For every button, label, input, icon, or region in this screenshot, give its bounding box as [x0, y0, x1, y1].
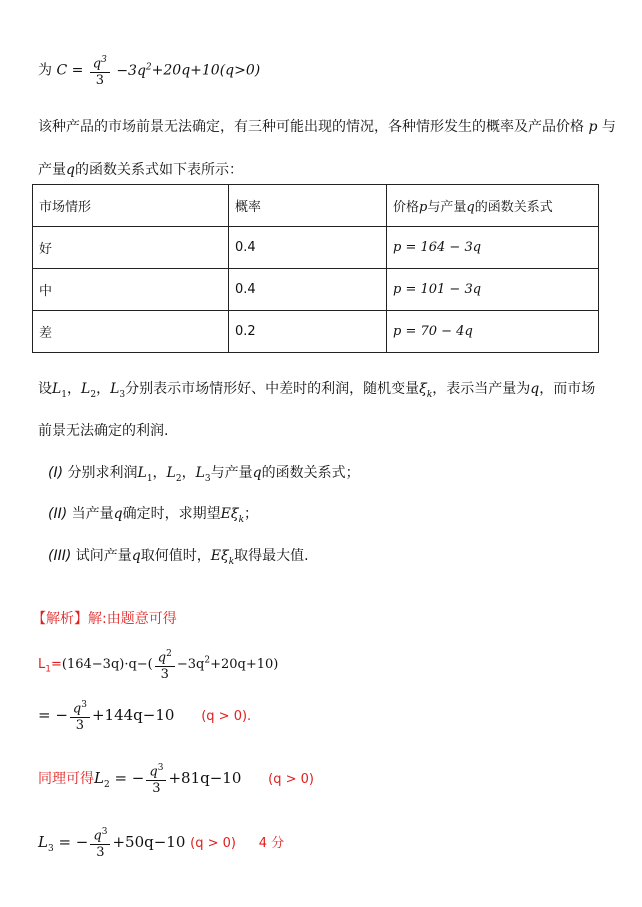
intro-text-3a: 产量 — [38, 162, 66, 178]
table-row — [33, 269, 599, 311]
solution-heading — [32, 608, 177, 628]
desc-line-2: 前景无法确定的利润. — [38, 423, 169, 439]
intro-line-2 — [38, 116, 616, 136]
table-row — [33, 227, 599, 269]
table-row — [33, 311, 599, 353]
solution-l1-line: $L_1=(164-3q)\cdot q-$( $\frac{q^2}{3}$ $-3q^2+20q+10$) — [38, 646, 278, 683]
row-prob: 0.2 — [229, 311, 387, 353]
header-situation: 市场情形 — [33, 185, 229, 227]
solution-l3-line: $L_3$ = − $\frac{q^3}{3}$ +50q−10 (q > 0) 4 分 — [38, 824, 284, 861]
cost-frac-num: q — [92, 56, 102, 72]
l1b-fraction: $\frac{q^3}{3}$ — [70, 697, 90, 734]
cost-prefix: 为 — [38, 62, 52, 79]
row-situation: 好 — [33, 227, 229, 269]
cost-formula-line — [38, 52, 260, 89]
intro-text-2: 该种产品的市场前景无法确定，有三种可能出现的情况，各种情形发生的概率及产品价格 — [38, 119, 584, 135]
cost-frac-den: 3 — [95, 73, 104, 89]
question-2: (II) 当产量q确定时，求期望$E\xi_k$； — [48, 506, 259, 525]
l2-condition: (q > 0) — [268, 772, 314, 788]
cost-formula-lhs: C = — [56, 62, 88, 79]
row-prob: 0.4 — [229, 227, 387, 269]
intro-text-3b: 的函数关系式如下表所示： — [74, 162, 243, 178]
question-1: (I) 分别求利润$L_1$，$L_2$，$L_3$与产量q的函数关系式； — [48, 465, 360, 484]
row-prob: 0.4 — [229, 269, 387, 311]
intro-line-3 — [38, 159, 243, 179]
row-formula: p = 164 − 3q — [387, 227, 599, 269]
l3-symbol: $L_3$ — [110, 381, 126, 400]
cost-frac-num-sup: 3 — [101, 55, 107, 65]
row-situation: 差 — [33, 311, 229, 353]
table-header-row — [33, 185, 599, 227]
l1-label: $L_1=$ — [38, 657, 62, 675]
l2-fraction: $\frac{q^3}{3}$ — [146, 760, 166, 797]
l1-fraction: $\frac{q^2}{3}$ — [155, 646, 175, 683]
l3-condition: (q > 0) — [190, 836, 236, 852]
l3-fraction: $\frac{q^3}{3}$ — [90, 824, 110, 861]
header-prob: 概率 — [229, 185, 387, 227]
solution-l1-result: = − $\frac{q^3}{3}$ +144q−10 (q > 0). — [38, 697, 251, 734]
l2-symbol: $L_2$ — [81, 381, 97, 400]
l1-symbol: $L_1$ — [52, 381, 68, 400]
header-formula: 价格p与产量q的函数关系式 — [387, 185, 599, 227]
row-situation: 中 — [33, 269, 229, 311]
market-table — [32, 184, 599, 353]
cost-fraction — [90, 52, 110, 89]
question-3: (III) 试问产量q取何值时，$E\xi_k$取得最大值. — [48, 548, 309, 567]
row-formula: p = 70 − 4q — [387, 311, 599, 353]
score-label: 4 分 — [258, 836, 285, 852]
intro-text-2-tail: 与 — [601, 119, 616, 135]
desc-line-1: 设$L_1$，$L_2$，$L_3$分别表示市场情形好、中差时的利润，随机变量$\xi_k$，表示当产量为q，而市场 — [38, 381, 596, 400]
intro-var-p: p — [588, 119, 598, 135]
xi-symbol: $\xi_k$ — [419, 381, 433, 400]
solution-l2-line: 同理可得$L_2$ = − $\frac{q^3}{3}$ +81q−10 (q > 0) — [38, 760, 314, 797]
solution-bracket: 【解析】 — [32, 611, 88, 627]
l1b-condition: (q > 0). — [201, 709, 252, 725]
cost-formula-term3: +20q+10(q>0) — [151, 62, 261, 79]
solution-heading-text: 解:由题意可得 — [88, 611, 177, 627]
intro-var-q: q — [66, 162, 75, 178]
cost-formula-term2: $-3q^2$ — [116, 62, 152, 79]
row-formula: p = 101 − 3q — [387, 269, 599, 311]
